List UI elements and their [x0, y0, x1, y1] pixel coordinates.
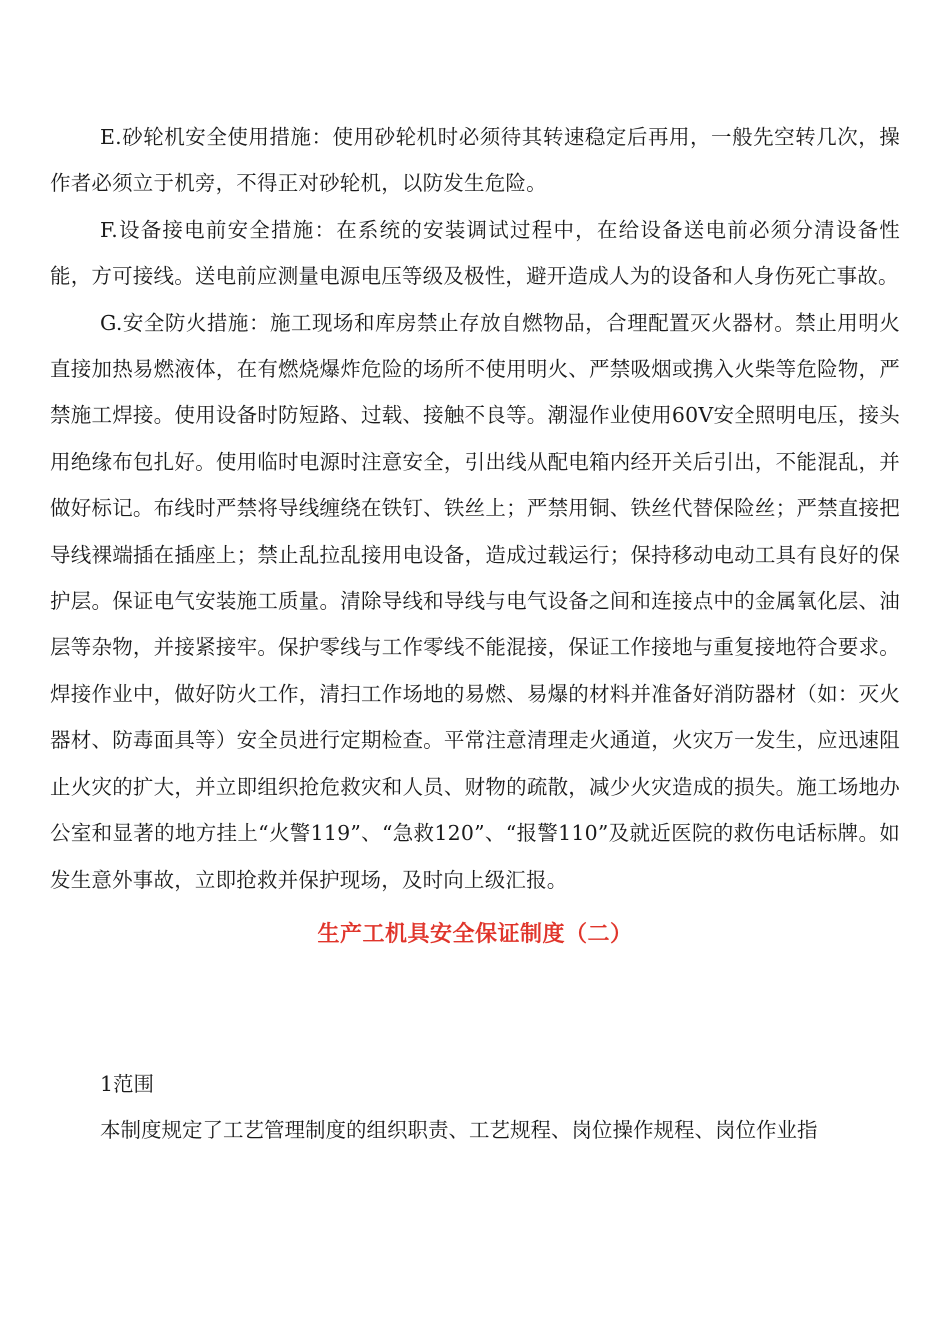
- paragraph-power-safety: F.设备接电前安全措施：在系统的安装调试过程中，在给设备送电前必须分清设备性能，方可接线。送电前应测量电源电压等级及极性，避开造成人为的设备和人身伤死亡事故。: [50, 217, 900, 289]
- paragraph-fire-safety: G.安全防火措施：施工现场和库房禁止存放自燃物品，合理配置灭火器材。禁止用明火直接加热易燃液体，在有燃烧爆炸危险的场所不使用明火、严禁吸烟或携入火柴等危险物，严禁施工焊接。使用设备时防短路、过载、接触不良等。潮湿作业使用60V安全照明电压，接头用绝缘布包扎好。使用临时电源时注意安全，引出线从配电箱内经开关后引出，不能混乱，并做好标记。布线时严禁将导线缠绕在铁钉、铁丝上；严禁用铜、铁丝代替保险丝；严禁直接把导线裸端插在插座上；禁止乱拉乱接用电设备，造成过载运行；保持移动电动工具有良好的保护层。保证电气安装施工质量。清除导线和导线与电气设备之间和连接点中的金属氧化层、油层等杂物，并接紧接牢。保护零线与工作零线不能混接，保证工作接地与重复接地符合要求。焊接作业中，做好防火工作，清扫工作场地的易燃、易爆的材料并准备好消防器材（如：灭火器材、防毒面具等）安全员进行定期检查。平常注意清理走火通道，火灾万一发生，应迅速阻止火灾的扩大，并立即组织抢危救灾和人员、财物的疏散，减少火灾造成的损失。施工场地办公室和显著的地方挂上“火警119”、“急救120”、“报警110”及就近医院的救伤电话标牌。如发生意外事故，立即抢救并保护现场，及时向上级汇报。: [50, 310, 900, 892]
- paragraph-grinder-safety: E.砂轮机安全使用措施：使用砂轮机时必须待其转速稳定后再用，一般先空转几次，操作者必须立于机旁，不得正对砂轮机，以防发生危险。: [50, 125, 900, 196]
- document-body: [50, 114, 900, 1153]
- paragraph-scope: 本制度规定了工艺管理制度的组织职责、工艺规程、岗位操作规程、岗位作业指: [100, 1117, 818, 1142]
- scope-title: 1范围: [100, 1071, 155, 1096]
- section-heading: 生产工机具安全保证制度（二）: [317, 920, 633, 947]
